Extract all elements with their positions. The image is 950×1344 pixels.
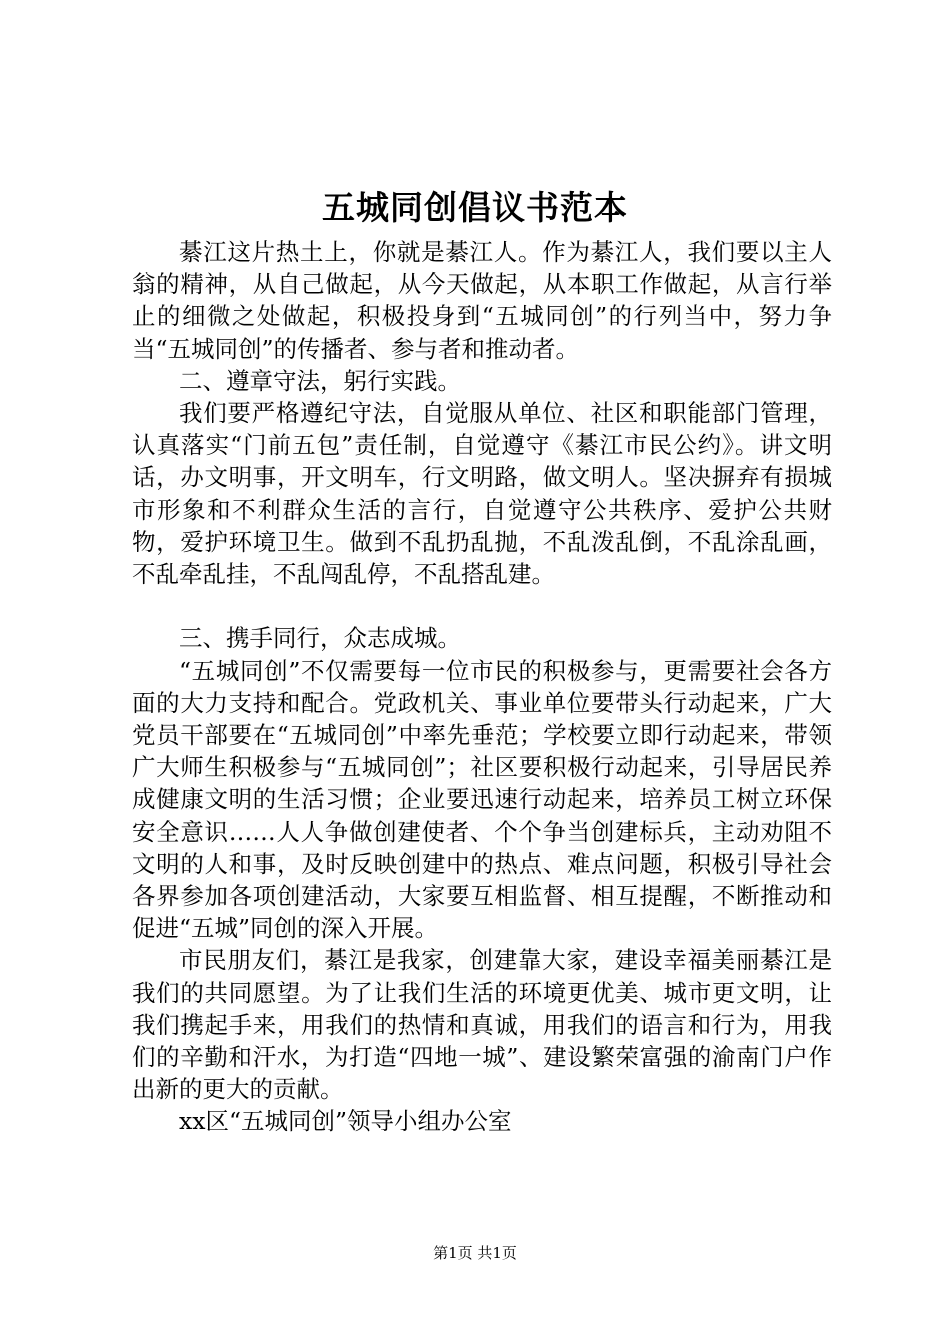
page-footer: 第1页 共1页 bbox=[433, 1244, 517, 1262]
signature: xx区“五城同创”领导小组办公室 bbox=[179, 1107, 512, 1136]
document-body bbox=[132, 236, 832, 1138]
paragraph-intro: 綦江这片热土上，你就是綦江人。作为綦江人，我们要以主人翁的精神，从自己做起，从今天做起，从本职工作做起，从言行举止的细微之处做起，积极投身到“五城同创”的行列当中，努力争当“五城同创”的传播者、参与者和推动者。 bbox=[132, 238, 832, 363]
section-heading-2: 二、遵章守法，躬行实践。 bbox=[179, 366, 461, 395]
paragraph-law: 我们要严格遵纪守法，自觉服从单位、社区和职能部门管理，认真落实“门前五包”责任制，自觉遵守《綦江市民公约》。讲文明话，办文明事，开文明车，行文明路，做文明人。坚决摒弃有损城市形象和不利群众生活的言行，自觉遵守公共秩序、爱护公共财物，爱护环境卫生。做到不乱扔乱抛，不乱泼乱倒，不乱涂乱画，不乱牵乱挂，不乱闯乱停，不乱搭乱建。 bbox=[132, 399, 832, 589]
blank-line bbox=[132, 590, 832, 622]
paragraph-cooperation: “五城同创”不仅需要每一位市民的积极参与，更需要社会各方面的大力支持和配合。党政机关、事业单位要带头行动起来，广大党员干部要在“五城同创”中率先垂范；学校要立即行动起来，带领广大师生积极参与“五城同创”；社区要积极行动起来，引导居民养成健康文明的生活习惯；企业要迅速行动起来，培养员工树立环保安全意识……人人争做创建使者、个个争当创建标兵，主动劝阻不文明的人和事，及时反映创建中的热点、难点问题，积极引导社会各界参加各项创建活动，大家要互相监督、相互提醒，不断推动和促进“五城”同创的深入开展。 bbox=[132, 656, 832, 943]
document-title: 五城同创倡议书范本 bbox=[322, 188, 628, 227]
section-heading-3: 三、携手同行，众志成城。 bbox=[179, 624, 461, 653]
paragraph-closing: 市民朋友们，綦江是我家，创建靠大家，建设幸福美丽綦江是我们的共同愿望。为了让我们生活的环境更优美、城市更文明，让我们携起手来，用我们的热情和真诚，用我们的语言和行为，用我们的辛勤和汗水，为打造“四地一城”、建设繁荣富强的渝南门户作出新的更大的贡献。 bbox=[132, 946, 832, 1104]
